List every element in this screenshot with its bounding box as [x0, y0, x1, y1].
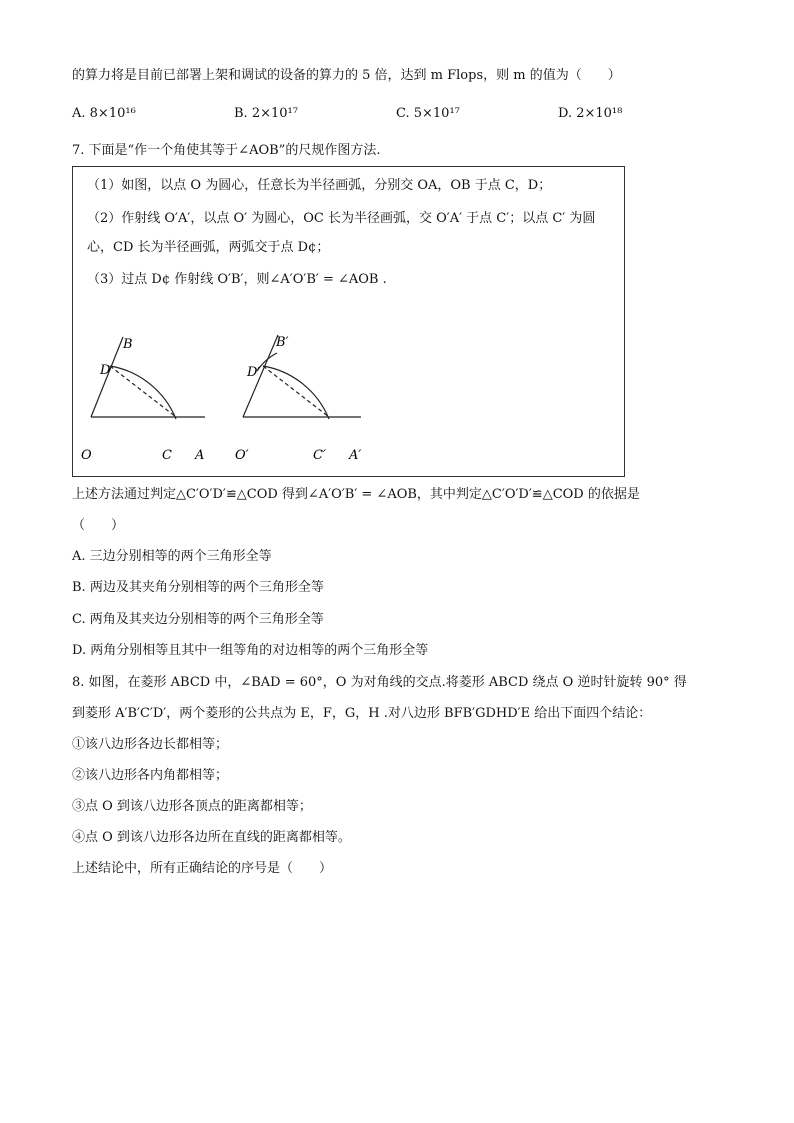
q7-construction-figure — [73, 167, 626, 478]
q7-option-a: A. 三边分别相等的两个三角形全等 — [72, 549, 272, 564]
label-o: O — [81, 448, 92, 463]
q6-tail: 的算力将是目前已部署上架和调试的设备的算力的 5 倍，达到 m Flops，则 m 的值为（ ） — [72, 68, 621, 83]
figure-left — [91, 337, 205, 419]
label-a: A — [195, 448, 205, 463]
dashed-cd — [110, 366, 176, 417]
q7-step-3: （3）过点 D¢ 作射线 O′B′，则∠A′O′B′ = ∠AOB . — [87, 272, 387, 287]
q8-stem-line-2: 到菱形 A′B′C′D′，两个菱形的公共点为 E，F，G，H .对八边形 BFB′GDHD′E 给出下面四个结论： — [72, 706, 652, 721]
label-a-prime: A′ — [349, 448, 362, 463]
q7-step-1: （1）如图，以点 O 为圆心，任意长为半径画弧，分别交 OA，OB 于点 C，D； — [87, 178, 552, 193]
q7-option-c: C. 两角及其夹边分别相等的两个三角形全等 — [72, 612, 324, 627]
q7-method-box — [72, 166, 625, 477]
q7-stem: 7. 下面是“作一个角使其等于∠AOB”的尺规作图方法. — [72, 143, 381, 158]
q7-option-d: D. 两角分别相等且其中一组等角的对边相等的两个三角形全等 — [72, 643, 429, 658]
q8-conclusion-1: ①该八边形各边长都相等； — [72, 737, 229, 752]
q7-question: 上述方法通过判定△C′O′D′≌△COD 得到∠A′O′B′ = ∠AOB，其中判定△C′O′D′≌△COD 的依据是 — [72, 487, 640, 502]
q8-conclusion-3: ③点 O 到该八边形各顶点的距离都相等； — [72, 799, 312, 814]
label-d-prime: D′ — [247, 365, 261, 380]
q6-option-c: C. 5×10¹⁷ — [396, 106, 460, 121]
q8-stem-line-1: 8. 如图，在菱形 ABCD 中，∠BAD = 60°，O 为对角线的交点.将菱形 ABCD 绕点 O 逆时针旋转 90° 得 — [72, 675, 687, 690]
q8-conclusion-2: ②该八边形各内角都相等； — [72, 768, 229, 783]
arc-c-prime-d-prime — [263, 366, 329, 419]
label-b: B — [123, 337, 133, 352]
q7-step-2-cont: 心，CD 长为半径画弧，两弧交于点 D¢； — [87, 240, 330, 255]
label-d: D — [100, 363, 111, 378]
label-b-prime: B′ — [276, 335, 289, 350]
q8-question: 上述结论中，所有正确结论的序号是（ ） — [72, 861, 333, 876]
q6-option-a: A. 8×10¹⁶ — [72, 106, 136, 121]
dashed-c-prime-d-prime — [263, 366, 329, 417]
arc-cd — [110, 366, 176, 419]
q7-answer-paren: （ ） — [72, 518, 125, 533]
label-c: C — [162, 448, 172, 463]
q8-conclusion-4: ④点 O 到该八边形各边所在直线的距离都相等。 — [72, 830, 351, 845]
q6-option-b: B. 2×10¹⁷ — [234, 106, 298, 121]
figure-right — [243, 335, 361, 419]
q6-option-d: D. 2×10¹⁸ — [558, 106, 623, 121]
q7-step-2: （2）作射线 O′A′，以点 O′ 为圆心，OC 长为半径画弧，交 O′A′ 于点 C′；以点 C′ 为圆 — [87, 211, 596, 226]
q7-option-b: B. 两边及其夹角分别相等的两个三角形全等 — [72, 580, 324, 595]
label-o-prime: O′ — [235, 448, 249, 463]
label-c-prime: C′ — [313, 448, 326, 463]
